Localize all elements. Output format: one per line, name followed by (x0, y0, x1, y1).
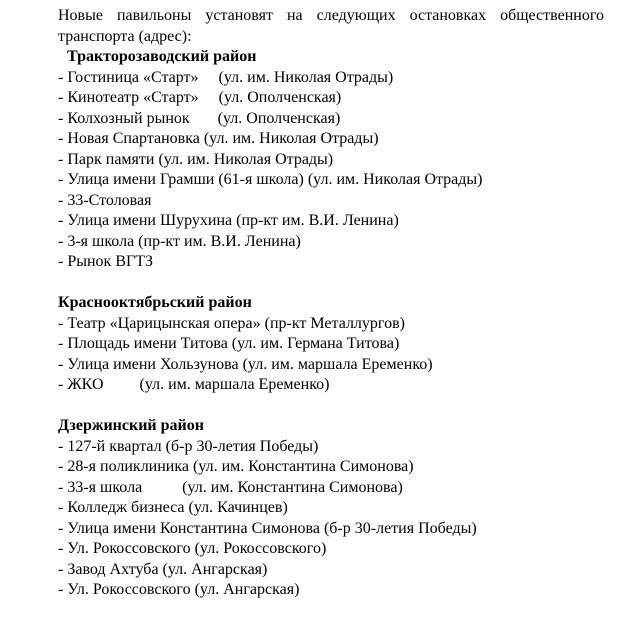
district-heading: Тракторозаводский район (67, 48, 257, 65)
list-item: - Театр «Царицынская опера» (пр-кт Металлургов) (58, 314, 405, 332)
district-section-krasnooktyabrsky (58, 293, 620, 396)
list-item: - 127-й квартал (б-р 30-летия Победы) (58, 437, 319, 455)
stop-list (58, 68, 620, 273)
list-item: - Улица имени Константина Симонова (б-р 30-летия Победы) (58, 519, 477, 537)
list-item: - Кинотеатр «Старт» (ул. Ополченская) (58, 89, 342, 106)
district-section-traktorozavodsky (58, 47, 620, 273)
intro-line-2: транспорта (адрес): (58, 27, 192, 45)
district-heading: Дзержинский район (58, 417, 204, 434)
list-item: - ЖКО (ул. им. маршала Еременко) (58, 376, 330, 393)
paragraph-gap (0, 396, 620, 417)
district-heading: Краснооктябрьский район (58, 294, 252, 311)
list-item: - Гостиница «Старт» (ул. им. Николая Отрады) (58, 68, 394, 86)
list-item: - Парк памяти (ул. им. Николая Отрады) (58, 150, 334, 168)
list-item: - Завод Ахтуба (ул. Ангарская) (58, 560, 268, 578)
list-item: - Колхозный рынок (ул. Ополченская) (58, 109, 341, 127)
list-item: - Новая Спартановка (ул. им. Николая Отрады) (58, 130, 379, 147)
list-item: - Площадь имени Титова (ул. им. Германа Титова) (58, 335, 400, 352)
paragraph-gap (0, 273, 620, 294)
intro-line-1: Новые павильоны установят на следующих остановках общественного (58, 7, 604, 24)
intro-paragraph (58, 6, 604, 47)
stop-list (58, 437, 620, 601)
list-item: - Колледж бизнеса (ул. Качинцев) (58, 499, 288, 516)
list-item: - 3-я школа (пр-кт им. В.И. Ленина) (58, 232, 301, 250)
district-section-dzerzhinsky (58, 416, 620, 601)
list-item: - Ул. Рокоссовского (ул. Рокоссовского) (58, 540, 327, 557)
stop-list (58, 314, 620, 396)
list-item: - 28-я поликлиника (ул. им. Константина Симонова) (58, 458, 414, 475)
list-item: - Улица имени Хользунова (ул. им. маршала Еременко) (58, 355, 433, 373)
list-item: - 33-Столовая (58, 191, 152, 209)
list-item: - Улица имени Шурухина (пр-кт им. В.И. Ленина) (58, 212, 399, 229)
list-item: - 33-я школа (ул. им. Константина Симонова) (58, 478, 403, 496)
list-item: - Рынок ВГТЗ (58, 253, 154, 270)
list-item: - Улица имени Грамши (61-я школа) (ул. им. Николая Отрады) (58, 171, 483, 188)
list-item: - Ул. Рокоссовского (ул. Ангарская) (58, 581, 300, 598)
